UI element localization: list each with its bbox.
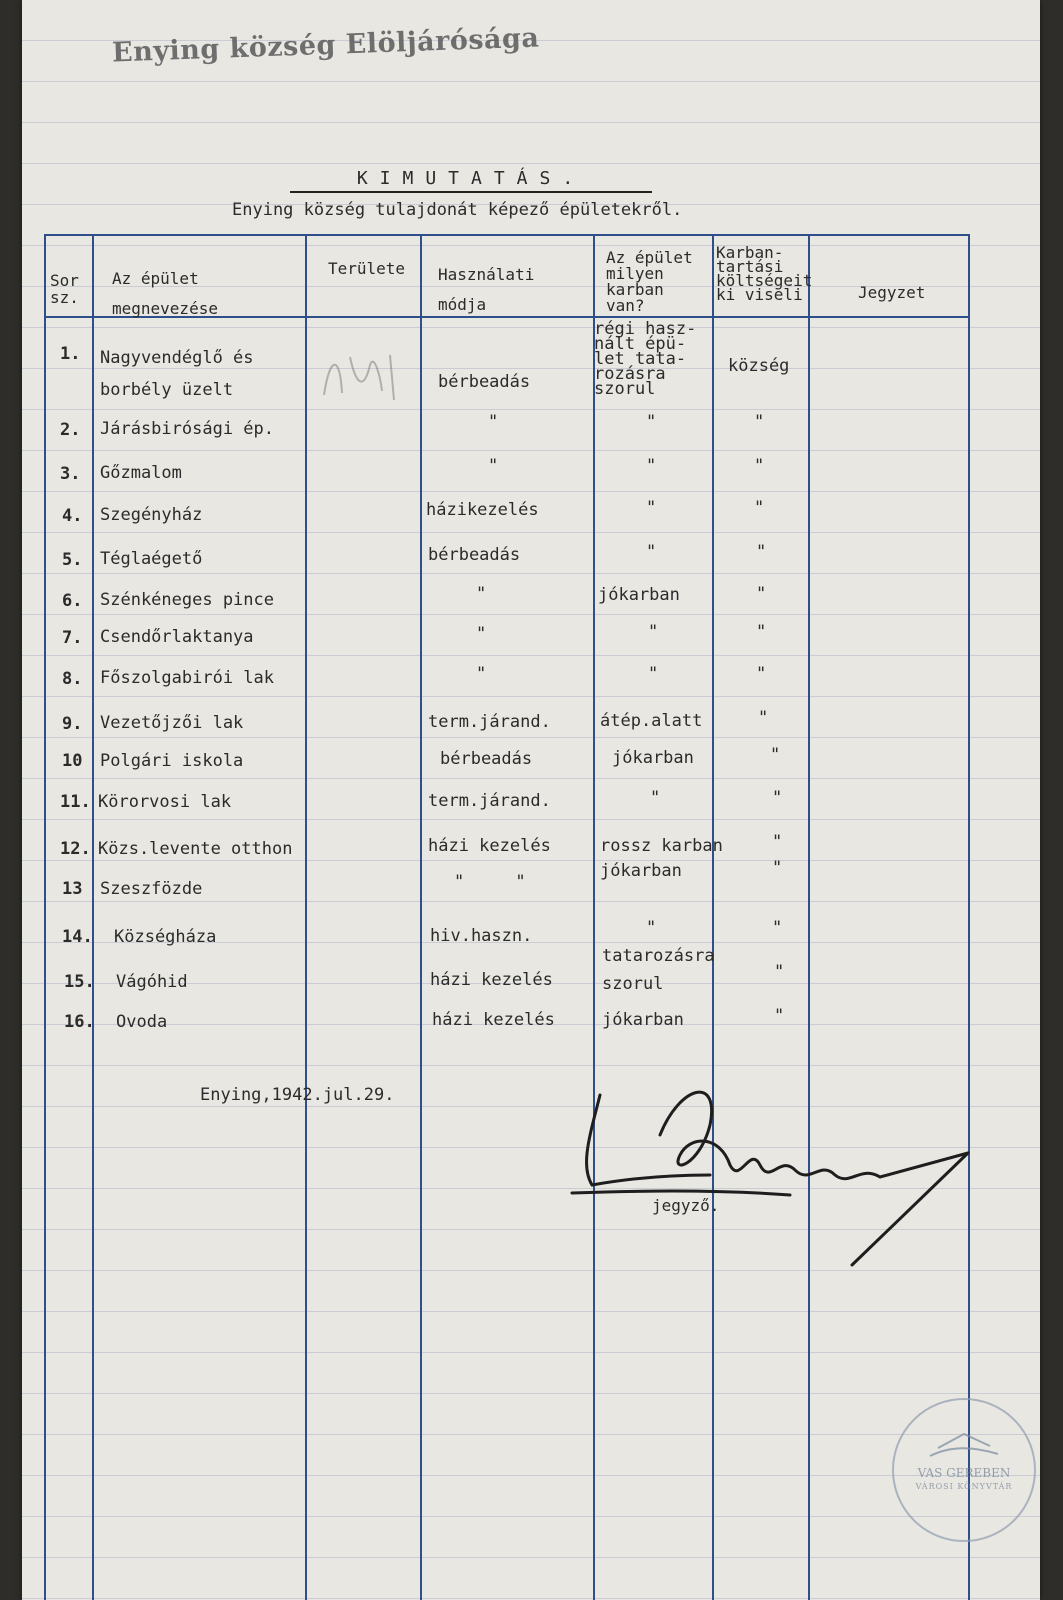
building-name: Gőzmalom [100,463,182,483]
pencil-mark [320,345,410,415]
costs-bearer: " [756,542,767,562]
building-name: Szénkéneges pince [100,590,274,610]
usage: term.járand. [428,791,551,811]
row-number: 9. [62,714,83,734]
usage: bérbeadás [438,372,531,392]
header-costs: Karban- tartási költségeit ki viseli [716,243,813,304]
header-usage: Használati módja [438,265,535,314]
row-number: 1. [60,344,81,364]
column-rule [593,234,595,1600]
seal-subtitle: VÁROSI KÖNYVTÁR [915,1482,1013,1491]
header-stamp: Enying község Elöljárósága [111,22,540,69]
costs-bearer: " [754,456,765,476]
header-condition: Az épület milyen karban van? [606,248,693,315]
condition: jókarban [598,585,680,605]
usage: " [476,584,487,604]
row-number: 14. [62,927,93,947]
condition: " [648,664,659,684]
building-name: Főszolgabirói lak [100,668,274,688]
condition: régi hasz- nált épü- let tata- rozásra szorul [594,319,697,399]
building-name: Ovoda [116,1012,168,1032]
header-sorsz: Sor sz. [50,271,79,307]
row-number: 2. [60,420,81,440]
condition: tatarozásra szorul [602,946,715,994]
row-number: 13 [62,879,83,899]
condition: " [646,456,657,476]
condition: " [650,788,661,808]
usage: házi kezelés [430,970,553,990]
row-number: 16. [64,1012,95,1032]
usage: " [476,624,487,644]
usage: bérbeadás [440,749,533,769]
condition: jókarban [602,1010,684,1030]
building-name: Körorvosi lak [98,792,232,812]
costs-bearer: község [728,356,790,376]
building-name: Községháza [114,927,217,947]
usage: házikezelés [426,500,539,520]
row-number: 10 [62,751,83,771]
condition: jókarban [612,748,694,768]
building-name: Vágóhid [116,972,188,992]
row-number: 7. [62,628,83,648]
building-name: Csendőrlaktanya [100,627,254,647]
condition: " [646,498,657,518]
column-rule [420,234,422,1600]
row-number: 6. [62,591,83,611]
costs-bearer: " [770,745,781,765]
column-rule [305,234,307,1600]
usage: bérbeadás [428,545,521,565]
ship-icon [924,1426,1004,1466]
usage: házi kezelés [428,836,551,856]
costs-bearer: " [756,664,767,684]
signature-title: jegyző. [652,1196,720,1215]
header-name: Az épület megnevezése [112,269,218,318]
row-number: 8. [62,669,83,689]
condition: jókarban [600,861,682,881]
costs-bearer: " [774,962,785,982]
seal-name: VAS GEREBEN [917,1466,1011,1480]
usage: " " [454,872,526,892]
costs-bearer: " [772,858,783,878]
building-name: Szeszfözde [100,879,203,899]
table-top-rule [44,234,970,236]
building-name: Járásbirósági ép. [100,419,274,439]
row-number: 12. [60,839,91,859]
row-number: 11. [60,792,91,812]
costs-bearer: " [758,708,769,728]
row-number: 15. [64,972,95,992]
condition: átép.alatt [600,711,703,731]
costs-bearer: " [774,1006,785,1026]
row-number: 5. [62,550,83,570]
building-name: Szegényház [100,505,203,525]
costs-bearer: " [756,622,767,642]
column-rule [712,234,714,1600]
column-rule [968,234,970,1600]
column-rule [44,234,46,1600]
usage: házi kezelés [432,1010,555,1030]
costs-bearer: " [772,788,783,808]
usage: term.járand. [428,712,551,732]
usage: " [476,664,487,684]
column-rule [92,234,94,1600]
usage: " [488,456,499,476]
condition: " [646,918,657,938]
row-number: 3. [60,464,81,484]
usage: hiv.haszn. [430,926,533,946]
usage: " [488,412,499,432]
costs-bearer: " [756,584,767,604]
costs-bearer: " [754,412,765,432]
document-title: KIMUTATÁS. [290,168,652,193]
document-date: Enying,1942.jul.29. [200,1085,395,1105]
building-name: Vezetőjzői lak [100,713,244,733]
costs-bearer: " [772,832,783,852]
column-rule [808,234,810,1600]
building-name: Téglaégető [100,549,203,569]
signature [560,1065,980,1285]
condition: " [646,412,657,432]
costs-bearer: " [754,498,765,518]
row-number: 4. [62,506,83,526]
header-area: Területe [328,259,406,278]
library-seal [892,1398,1036,1542]
condition: " [648,622,659,642]
building-name: Polgári iskola [100,751,244,771]
document-subtitle: Enying község tulajdonát képező épületekről. [232,200,683,220]
header-note: Jegyzet [858,283,926,302]
condition: " [646,542,657,562]
building-name: Közs.levente otthon [98,839,293,859]
building-name: Nagyvendéglő és borbély üzelt [100,348,254,400]
costs-bearer: " [772,918,783,938]
condition: rossz karban [600,836,723,856]
